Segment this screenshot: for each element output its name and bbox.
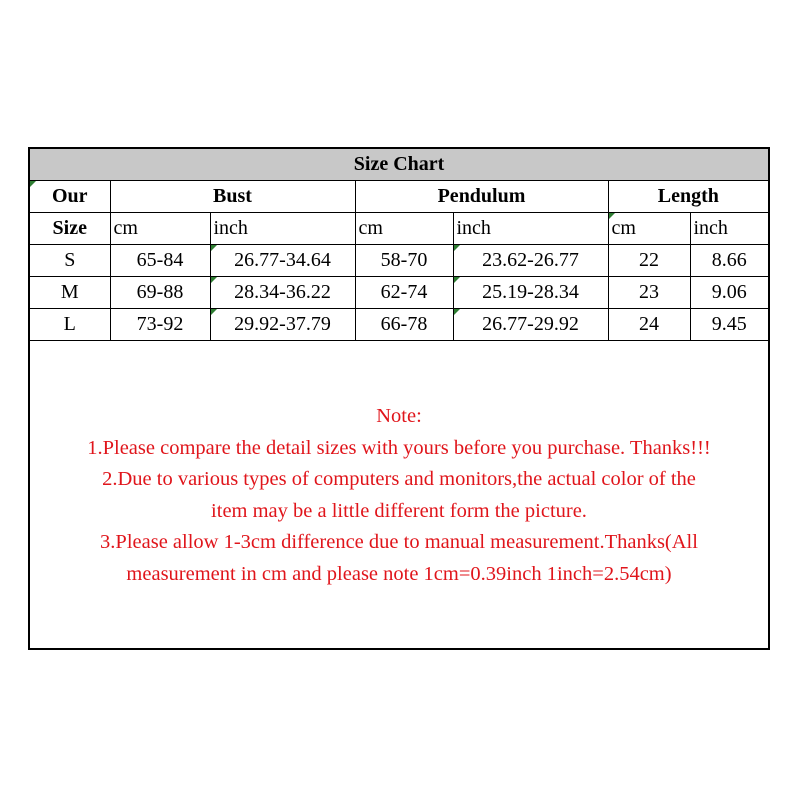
title-row [30, 149, 768, 181]
length-inch-cell: 8.66 [690, 245, 768, 277]
table-row [30, 277, 768, 309]
unit-length-inch: inch [690, 213, 768, 245]
pendulum-inch-cell: 26.77-29.92 [453, 309, 608, 341]
unit-bust-inch: inch [210, 213, 355, 245]
note-line: 2.Due to various types of computers and monitors,the actual color of the [102, 468, 696, 490]
length-cm-cell: 24 [608, 309, 690, 341]
size-chart-sheet [28, 147, 770, 650]
unit-pendulum-cm: cm [355, 213, 453, 245]
bust-inch-cell: 26.77-34.64 [210, 245, 355, 277]
header-size: Size [30, 213, 110, 245]
length-cm-cell: 22 [608, 245, 690, 277]
note-line: measurement in cm and please note 1cm=0.39inch 1inch=2.54cm) [126, 562, 672, 585]
unit-bust-cm: cm [110, 213, 210, 245]
table-row [30, 245, 768, 277]
table-row [30, 309, 768, 341]
pendulum-cm-cell: 62-74 [355, 277, 453, 309]
length-inch-cell: 9.45 [690, 309, 768, 341]
pendulum-inch-cell: 25.19-28.34 [453, 277, 608, 309]
pendulum-cm-cell: 66-78 [355, 309, 453, 341]
size-chart-table [30, 149, 768, 341]
unit-row [30, 213, 768, 245]
header-pendulum: Pendulum [355, 181, 608, 213]
note-line: 3.Please allow 1-3cm difference due to manual measurement.Thanks(All [100, 531, 698, 553]
header-bust: Bust [110, 181, 355, 213]
bust-cm-cell: 69-88 [110, 277, 210, 309]
chart-title: Size Chart [30, 149, 768, 181]
header-our-size: Our [30, 181, 110, 213]
length-inch-cell: 9.06 [690, 277, 768, 309]
unit-length-cm: cm [608, 213, 690, 245]
pendulum-inch-cell: 23.62-26.77 [453, 245, 608, 277]
bust-inch-cell: 29.92-37.79 [210, 309, 355, 341]
pendulum-cm-cell: 58-70 [355, 245, 453, 277]
note-block [30, 401, 768, 590]
size-cell: L [30, 309, 110, 341]
length-cm-cell: 23 [608, 277, 690, 309]
size-cell: S [30, 245, 110, 277]
header-row [30, 181, 768, 213]
bust-cm-cell: 65-84 [110, 245, 210, 277]
bust-cm-cell: 73-92 [110, 309, 210, 341]
note-heading: Note: [376, 405, 422, 427]
note-line: 1.Please compare the detail sizes with yours before you purchase. Thanks!!! [87, 436, 711, 459]
bust-inch-cell: 28.34-36.22 [210, 277, 355, 309]
unit-pendulum-inch: inch [453, 213, 608, 245]
header-length: Length [608, 181, 768, 213]
size-cell: M [30, 277, 110, 309]
note-line: item may be a little different form the picture. [211, 499, 587, 522]
